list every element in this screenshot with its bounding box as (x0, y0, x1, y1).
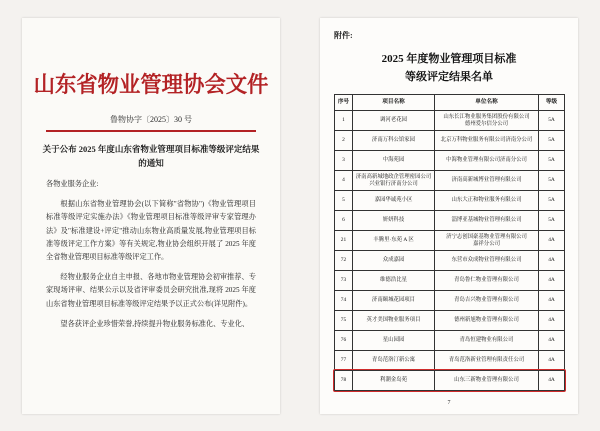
table-row (335, 151, 565, 171)
cell-unit: 青岛恒建物业有限公司 (435, 331, 539, 351)
cell-index: 72 (335, 251, 353, 271)
cell-grade: 5A (539, 191, 565, 211)
cell-grade: 5A (539, 111, 565, 131)
table-row (335, 191, 565, 211)
attachment-title-line2: 等级评定结果名单 (405, 71, 493, 83)
body-paragraph: 各物业服务企业: (46, 180, 99, 188)
table-row (335, 351, 565, 371)
cell-project: 济南高新城地政企管理密园公司兴业银行济南分公司 (353, 171, 435, 191)
cell-project: 中海苑园 (353, 151, 435, 171)
table-row (335, 231, 565, 251)
cell-project: 维德浩比星 (353, 271, 435, 291)
cell-project: 青岛范洛汀新公寓 (353, 351, 435, 371)
attachment-title (332, 50, 566, 86)
cell-unit: 北京万科物业服务有限公司济南分公司 (435, 131, 539, 151)
cell-grade: 4A (539, 371, 565, 391)
left-document-scan (22, 18, 280, 414)
cell-unit: 中海物业管理有限公司济南分公司 (435, 151, 539, 171)
page-number: 7 (447, 400, 451, 406)
table-row (335, 251, 565, 271)
table-row (335, 271, 565, 291)
cell-project: 调河老花园 (353, 111, 435, 131)
body-paragraph: 经物业服务企业自主申报、各地市物业管理协会初审推荐、专家现场评审、结果公示以及省评审委员会研究批准,现将 2025 年度山东省物业管理项目标准等级评定结果予以正式公布(详见附件)。 (46, 273, 256, 308)
cell-index: 77 (335, 351, 353, 371)
cell-grade: 4A (539, 311, 565, 331)
cell-grade: 4A (539, 331, 565, 351)
body-paragraph: 望各获评企业珍惜荣誉,持续提升物业服务标准化、专业化、 (60, 319, 250, 328)
attachment-label: 附件: (334, 31, 353, 40)
column-header-project: 项目名称 (353, 95, 435, 111)
table-row (335, 111, 565, 131)
cell-grade: 5A (539, 211, 565, 231)
left-doc-title: 山东省物业管理协会文件 (33, 72, 269, 97)
cell-unit: 青岛吉兴物业管理有限公司 (435, 291, 539, 311)
cell-index: 76 (335, 331, 353, 351)
table-row (335, 131, 565, 151)
cell-project: 济南万科公馆家园 (353, 131, 435, 151)
cell-index: 5 (335, 191, 353, 211)
cell-unit: 济宁志创国豪基物业管理有限公司 嘉祥分公司 (435, 231, 539, 251)
table-row (335, 371, 565, 391)
cell-unit: 德州新旭物业管理有限公司 (435, 311, 539, 331)
cell-unit: 济南高新城博业管理有限公司 (435, 171, 539, 191)
right-document-scan (320, 18, 578, 414)
cell-index: 75 (335, 311, 353, 331)
cell-grade: 5A (539, 171, 565, 191)
cell-project: 嘉园华诚苑小区 (353, 191, 435, 211)
cell-project: 英才美国物业服务项目 (353, 311, 435, 331)
cell-grade: 4A (539, 351, 565, 371)
results-table-wrapper (334, 94, 564, 391)
table-row (335, 291, 565, 311)
cell-project: 济南颐城花园项目 (353, 291, 435, 311)
cell-index: 74 (335, 291, 353, 311)
left-doc-number: 鲁物协字〔2025〕30 号 (110, 115, 192, 124)
cell-project: 丰腾里·东苑 A 区 (353, 231, 435, 251)
column-header-unit: 单位名称 (435, 95, 539, 111)
table-row (335, 171, 565, 191)
table-row (335, 331, 565, 351)
left-doc-subject: 关于公布 2025 年度山东省物业管理项目标准等级评定结果的通知 (42, 144, 260, 168)
cell-grade: 5A (539, 131, 565, 151)
cell-index: 2 (335, 131, 353, 151)
body-paragraph: 根据山东省物业管理协会(以下简称"省物协")《物业管理项目标准等级评定实施办法》《物业管理项目标准等级评审专家管理办法》及"标准建设+评定"推动山东物业高质量发展,物业管理项目标准等级评定工作方案》等有关规定,物业协会组织开展了 2025 年度全省物业管理项目标准等级评定工作。 (46, 200, 256, 262)
cell-grade: 4A (539, 231, 565, 251)
cell-unit: 山东大正和物业服务有限公司 (435, 191, 539, 211)
cell-unit: 青岛鲁仁物业管理有限公司 (435, 271, 539, 291)
cell-project: 星山园园 (353, 331, 435, 351)
cell-unit: 山东长江物业服务集团股份有限公司 德州爱尔信分公司 (435, 111, 539, 131)
red-divider-line (46, 130, 256, 132)
cell-unit: 山东三新物业管理有限公司 (435, 371, 539, 391)
cell-grade: 4A (539, 271, 565, 291)
cell-index: 1 (335, 111, 353, 131)
cell-project: 妍妍科技 (353, 211, 435, 231)
column-header-index: 序号 (335, 95, 353, 111)
cell-unit: 青岛范洛新业管理有限责任公司 (435, 351, 539, 371)
cell-index: 21 (335, 231, 353, 251)
cell-unit: 东营市众成物业管理有限公司 (435, 251, 539, 271)
cell-project: 众成嘉园 (353, 251, 435, 271)
cell-unit: 淄博亚基城物业管理有限公司 (435, 211, 539, 231)
table-row (335, 211, 565, 231)
results-table (334, 94, 565, 391)
cell-index: 78 (335, 371, 353, 391)
cell-grade: 5A (539, 151, 565, 171)
cell-index: 4 (335, 171, 353, 191)
cell-index: 73 (335, 271, 353, 291)
table-header-row (335, 95, 565, 111)
results-table-body (335, 111, 565, 391)
cell-project: 利潮金岛苑 (353, 371, 435, 391)
cell-grade: 4A (539, 291, 565, 311)
cell-index: 3 (335, 151, 353, 171)
cell-grade: 4A (539, 251, 565, 271)
cell-index: 6 (335, 211, 353, 231)
attachment-title-line1: 2025 年度物业管理项目标准 (381, 53, 517, 65)
column-header-grade: 等级 (539, 95, 565, 111)
left-doc-body (46, 178, 256, 338)
table-row (335, 311, 565, 331)
